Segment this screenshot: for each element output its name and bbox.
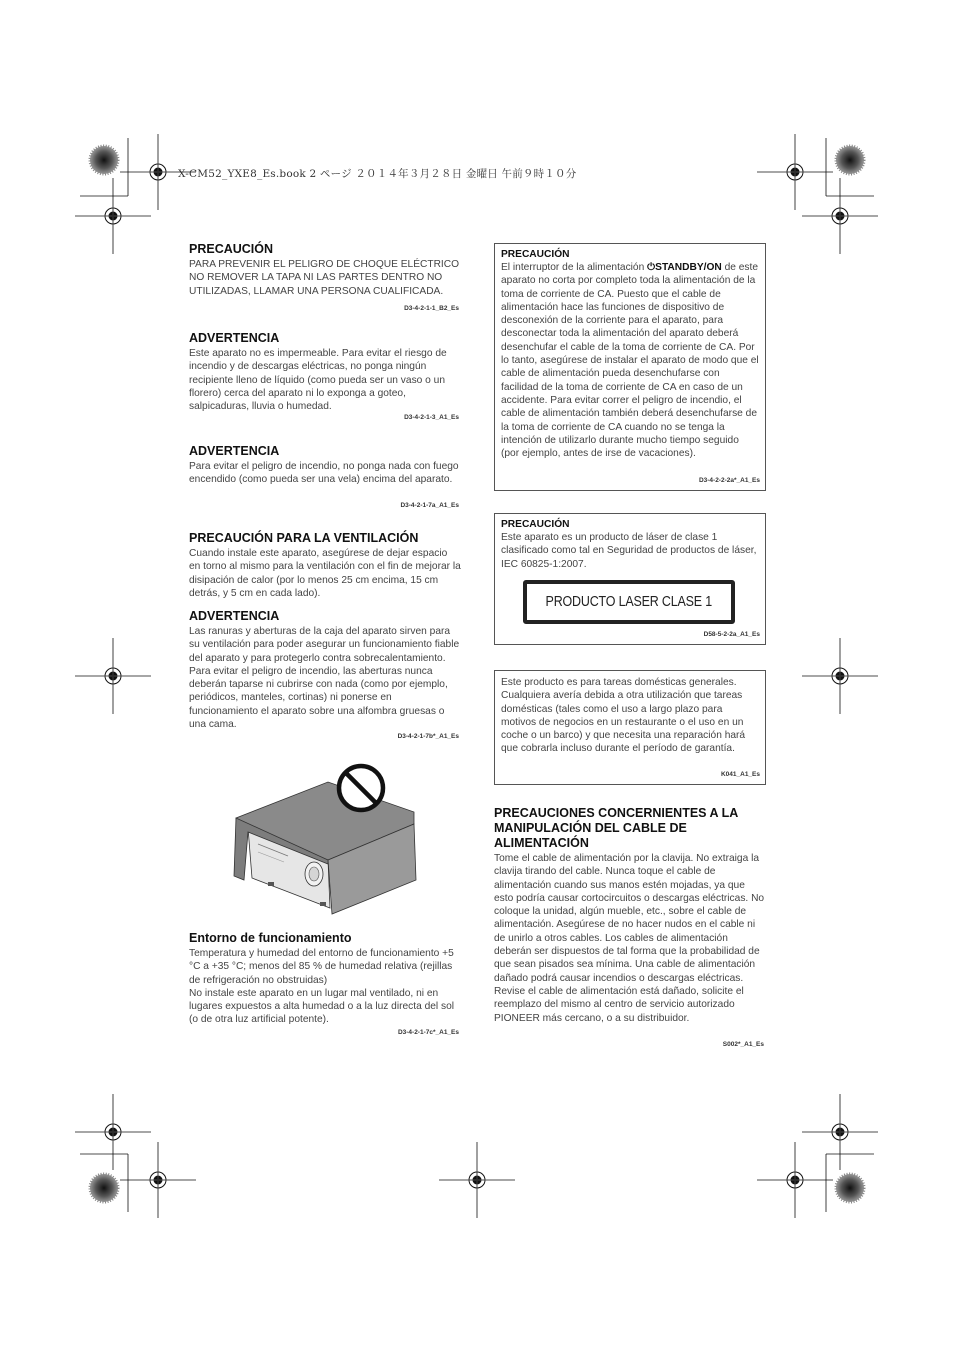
box-body: Este producto es para tareas domésticas generales. Cualquiera avería debida a otra utilización que tareas domésticas (tales como el uso a largo plazo para motivos de negocios en un restaurante o el uso en un coche o un barco) y que necesita una reparación hará que cobrarla incluso durante el período de garantía. bbox=[501, 677, 746, 755]
section-body: PARA PREVENIR EL PELIGRO DE CHOQUE ELÉCTRICO NO REMOVER LA TAPA NI LAS PARTES DENTRO NO UTILIZADAS, LLAMAR UNA PERSONA CUALIFICADA. bbox=[189, 259, 460, 297]
section-advertencia-1 bbox=[189, 331, 461, 413]
section-power-cord bbox=[494, 806, 766, 1025]
doc-code: K041_A1_Es bbox=[720, 771, 760, 778]
section-advertencia-2 bbox=[189, 444, 461, 487]
crosshair-icon bbox=[120, 1142, 196, 1218]
starburst-icon bbox=[90, 146, 118, 174]
section-body: No instale este aparato en un lugar mal ventilado, ni en lugares expuestos a alta humedad o a la luz directa del sol (o de otra luz artificial potente). bbox=[189, 987, 455, 1026]
box-body bbox=[501, 261, 759, 460]
section-title: PRECAUCIÓN bbox=[189, 242, 274, 256]
section-title: Entorno de funcionamiento bbox=[189, 931, 352, 945]
section-title: PRECAUCIÓN PARA LA VENTILACIÓN bbox=[189, 531, 419, 545]
standby-on-label: ⏻STANDBY/ON bbox=[647, 262, 722, 273]
crosshair-icon bbox=[802, 638, 878, 714]
box-body-text: de este aparato no corta por completo toda la alimentación de la toma de corriente de CA. Puesto que el cable de alimentación hace las funciones de dispositivo de desconexión de la corriente para el aparato, para desconectar toda la alimentación del aparato deberá desenchufar el cable de la toma de corriente de CA. Por lo tanto, asegúrese de instalar el aparato de modo que el cable de alimentación pueda desenchufarse con facilidad de la toma de corriente de CA en caso de un accidente. Para evitar correr el peligro de incendio, el cable de alimentación también deberá desenchufarse de la toma de corriente de CA cuando no se tenga la intención de utilizarlo durante mucho tiempo seguido (por ejemplo, antes de irse de vacaciones). bbox=[501, 262, 759, 460]
section-body: Para evitar el peligro de incendio, no ponga nada con fuego encendido (como pueda ser una vela) encima del aparato. bbox=[189, 461, 459, 486]
section-body: Temperatura y humedad del entorno de funcionamiento +5 °C a +35 °C; menos del 85 % de humedad relativa (rejillas de refrigeración no obstruidas) bbox=[189, 948, 454, 986]
starburst-icon bbox=[836, 146, 864, 174]
crosshair-icon bbox=[802, 1094, 878, 1170]
section-body: Tome el cable de alimentación por la clavija. No extraiga la clavija tirando del cable. Nunca toque el cable de alimentación cuando sus manos estén mojadas, ya que esto podría causar cortocircuitos o descargas eléctricas. No coloque la unidad, algún mueble, etc., sobre el cable de alimentación. Asegúrese de no hacer nudos en el cable ni de unirlo a otros cables. Los cables de alimentación deberán ser dispuestos de tal forma que la probabilidad de que sean pisados sea mínima. Una cable de alimentación dañado podrá causar incendios o descargas eléctricas. Revise el cable de alimentación está dañado, solicite el reemplazo del mismo al centro de servicio autorizado PIONEER más cercano, o a su distribuidor. bbox=[494, 853, 765, 1024]
doc-code: S002*_A1_Es bbox=[722, 1041, 764, 1048]
section-title: ADVERTENCIA bbox=[189, 331, 280, 345]
standby-caution-box bbox=[494, 243, 766, 491]
box-title: PRECAUCIÓN bbox=[501, 519, 570, 530]
domestic-use-box bbox=[494, 670, 766, 785]
laser-class-label-text: PRODUCTO LASER CLASE 1 bbox=[545, 594, 713, 610]
box-body-text: El interruptor de la alimentación bbox=[501, 262, 648, 273]
section-precaucion bbox=[189, 242, 461, 298]
crosshair-icon bbox=[75, 178, 151, 254]
crosshair-icon bbox=[802, 178, 878, 254]
box-title: PRECAUCIÓN bbox=[501, 249, 570, 260]
section-advertencia-3 bbox=[189, 609, 461, 731]
crosshair-icon bbox=[75, 638, 151, 714]
section-ventilacion bbox=[189, 531, 461, 600]
laser-caution-box bbox=[494, 513, 766, 645]
doc-code: D3-4-2-2-2a*_A1_Es bbox=[698, 477, 760, 484]
starburst-icon bbox=[836, 1174, 864, 1202]
doc-code: D3-4-2-1-1_B2_Es bbox=[404, 305, 459, 312]
section-body: Cuando instale este aparato, asegúrese de dejar espacio en torno al mismo para la ventilación con el fin de mejorar la disipación de calor (por lo menos 25 cm encima, 15 cm detrás, y 5 cm en cada lado). bbox=[189, 548, 461, 599]
doc-code: D58-5-2-2a_A1_Es bbox=[703, 631, 760, 638]
crosshair-icon bbox=[757, 134, 833, 210]
doc-code: D3-4-2-1-3_A1_Es bbox=[404, 414, 459, 421]
section-title: ADVERTENCIA bbox=[189, 609, 280, 623]
section-body: Las ranuras y aberturas de la caja del aparato sirven para su ventilación para poder asegurar un funcionamiento fiable del aparato y para protegerlo contra sobrecalentamiento. Para evitar el peligro de incendio, las aberturas nunca deberán taparse ni cubrirse con nada (como por ejemplo, periódicos, manteles, cortinas) ni ponerse en funcionamiento el aparato sobre una alfombra gruesas o una cama. bbox=[189, 626, 460, 731]
doc-code: D3-4-2-1-7c*_A1_Es bbox=[397, 1029, 459, 1036]
section-body: Este aparato no es impermeable. Para evitar el riesgo de incendio y de descargas eléctricas, no ponga ningún recipiente lleno de líquido (como pueda ser un vaso o un florero) cerca del aparato ni lo exponga a goteo, salpicaduras, lluvia o humedad. bbox=[189, 348, 447, 413]
crosshair-icon bbox=[757, 1142, 833, 1218]
section-title: ADVERTENCIA bbox=[189, 444, 280, 458]
starburst-icon bbox=[90, 1174, 118, 1202]
section-entorno bbox=[189, 931, 461, 1027]
covered-device-illustration bbox=[228, 760, 428, 920]
crosshair-icon bbox=[75, 1094, 151, 1170]
crosshair-icon bbox=[439, 1142, 515, 1218]
doc-code: D3-4-2-1-7a_A1_Es bbox=[400, 502, 459, 509]
section-title: PRECAUCIONES CONCERNIENTES A LA MANIPULACIÓN DEL CABLE DE ALIMENTACIÓN bbox=[494, 806, 738, 850]
box-body: Este aparato es un producto de láser de clase 1 clasificado como tal en Seguridad de productos de láser, IEC 60825-1:2007. bbox=[501, 532, 757, 570]
doc-code: D3-4-2-1-7b*_A1_Es bbox=[397, 733, 459, 740]
book-file-header: X-CM52_YXE8_Es.book 2 ページ ２０１４年３月２８日 金曜日 午前９時１０分 bbox=[178, 168, 577, 180]
laser-class-label bbox=[523, 580, 735, 624]
